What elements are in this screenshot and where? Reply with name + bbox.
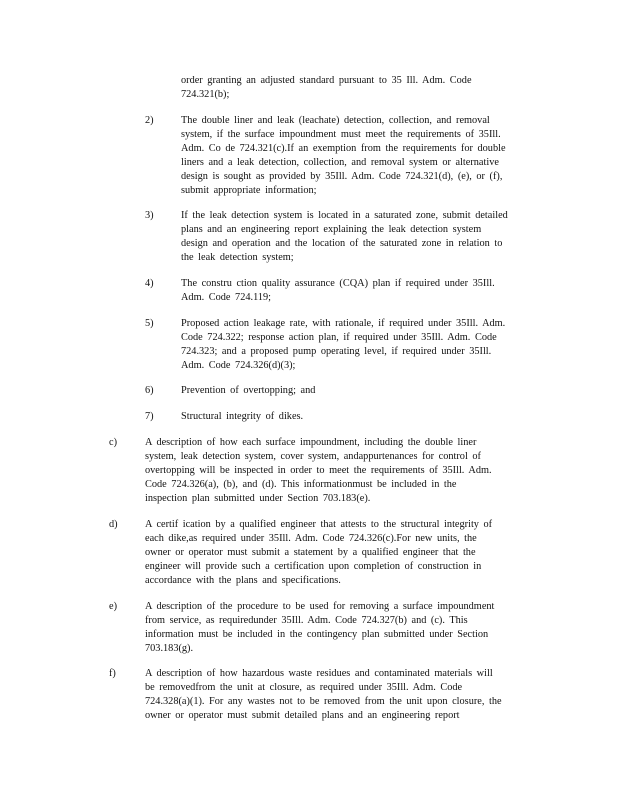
text-line: Code 724.322; response action plan, if required under 35Ill. Adm. Code xyxy=(181,332,497,343)
text-line: overtopping will be inspected in order to meet the requirements of 35Ill. Adm. xyxy=(145,465,492,476)
text-line: A description of how each surface impoundment, including the double liner xyxy=(145,437,477,448)
text-line: The constru ction quality assurance (CQA) plan if required under 35Ill. xyxy=(181,278,495,289)
text-line: design is sought as provided by 35Ill. Adm. Code 724.321(d), (e), or (f), xyxy=(181,171,503,182)
item-number: 4) xyxy=(145,278,154,289)
item-letter: c) xyxy=(109,437,117,448)
item-letter: e) xyxy=(109,601,117,612)
text-line: Adm. Code 724.326(d)(3); xyxy=(181,360,296,371)
item-number: 2) xyxy=(145,115,154,126)
paragraph-text xyxy=(145,600,518,656)
text-line: A description of how hazardous waste residues and contaminated materials will xyxy=(145,668,493,679)
paragraph-text xyxy=(181,114,532,198)
paragraph-text xyxy=(145,436,531,506)
text-line: system, leak detection system, cover system, andappurtenances for control of xyxy=(145,451,481,462)
text-line: accordance with the plans and specifications. xyxy=(145,575,341,586)
item-letter: d) xyxy=(109,519,118,530)
paragraph-text xyxy=(145,518,518,588)
text-line: 703.183(g). xyxy=(145,643,194,654)
item-number: 3) xyxy=(145,210,154,221)
text-line: liners and a leak detection, collection, and removal system or alternative xyxy=(181,157,499,168)
text-line: Prevention of overtopping; and xyxy=(181,385,316,396)
text-line: 724.323; and a proposed pump operating level, if required under 35Ill. xyxy=(181,346,492,357)
item-number: 6) xyxy=(145,385,154,396)
text-line: 724.328(a)(1). For any wastes not to be removed from the unit upon closure, the xyxy=(145,696,502,707)
paragraph-text xyxy=(181,277,520,305)
item-number: 7) xyxy=(145,411,154,422)
item-number: 5) xyxy=(145,318,154,329)
text-line: order granting an adjusted standard pursuant to 35 Ill. Adm. Code xyxy=(181,75,472,86)
text-line: plans and an engineering report explaining the leak detection system xyxy=(181,224,482,235)
paragraph-text xyxy=(181,410,381,424)
text-line: each dike,as required under 35Ill. Adm. Code 724.326(c).For new units, the xyxy=(145,533,477,544)
text-line: A description of the procedure to be used for removing a surface impoundment xyxy=(145,601,495,612)
text-line: Adm. Code 724.119; xyxy=(181,292,271,303)
paragraph-text xyxy=(181,317,532,373)
text-line: system, if the surface impoundment must meet the requirements of 35Ill. xyxy=(181,129,501,140)
paragraph-text xyxy=(181,209,532,265)
paragraph-text xyxy=(181,74,495,102)
text-line: submit appropriate information; xyxy=(181,185,317,196)
text-line: 724.321(b); xyxy=(181,89,230,100)
text-line: Code 724.326(a), (b), and (d). This informationmust be included in the xyxy=(145,479,457,490)
paragraph-text xyxy=(145,667,531,723)
text-line: engineer will provide such a certification upon completion of construction in xyxy=(145,561,482,572)
text-line: Structural integrity of dikes. xyxy=(181,411,304,422)
text-line: owner or operator must submit a statement by a qualified engineer that the xyxy=(145,547,476,558)
text-line: The double liner and leak (leachate) detection, collection, and removal xyxy=(181,115,490,126)
text-line: If the leak detection system is located in a saturated zone, submit detailed xyxy=(181,210,508,221)
text-line: inspection plan submitted under Section 703.183(e). xyxy=(145,493,371,504)
text-line: from service, as requiredunder 35Ill. Adm. Code 724.327(b) and (c). This xyxy=(145,615,468,626)
text-line: Proposed action leakage rate, with rationale, if required under 35Ill. Adm. xyxy=(181,318,506,329)
text-line: the leak detection system; xyxy=(181,252,294,263)
text-line: information must be included in the contingency plan submitted under Section xyxy=(145,629,489,640)
paragraph-text xyxy=(181,384,381,398)
text-line: A certif ication by a qualified engineer that attests to the structural integrity of xyxy=(145,519,493,530)
text-line: Adm. Co de 724.321(c).If an exemption from the requirements for double xyxy=(181,143,506,154)
text-line: owner or operator must submit detailed plans and an engineering report xyxy=(145,710,460,721)
item-letter: f) xyxy=(109,668,116,679)
text-line: design and operation and the location of the saturated zone in relation to xyxy=(181,238,503,249)
text-line: be removedfrom the unit at closure, as required under 35Ill. Adm. Code xyxy=(145,682,463,693)
